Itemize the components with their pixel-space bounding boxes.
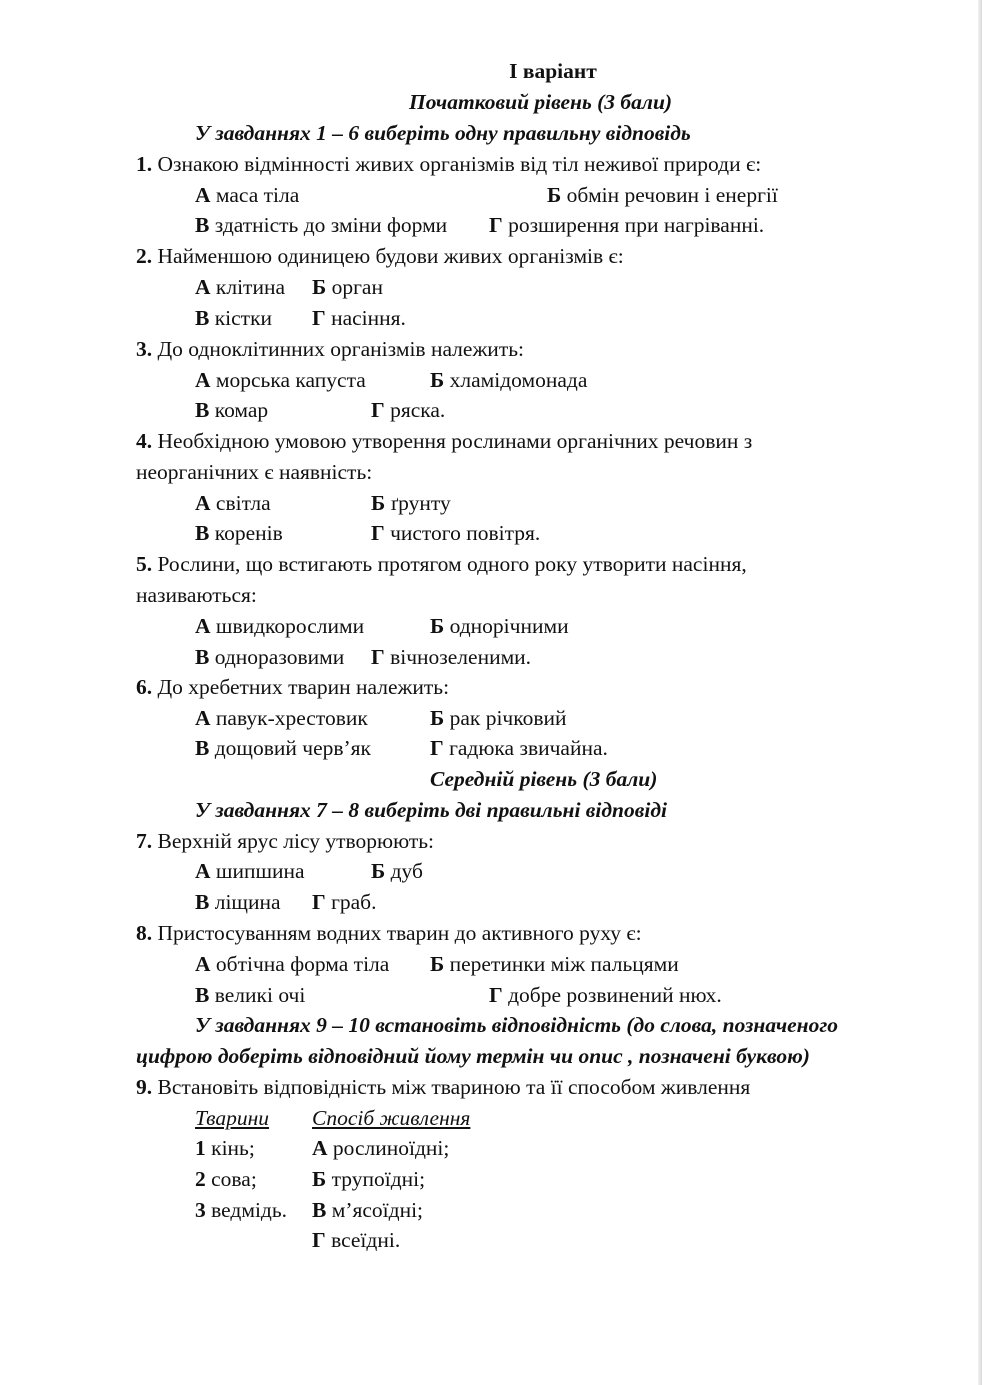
- q1-option-b: Б обмін речовин і енергії: [547, 183, 778, 207]
- q7-option-d: Г граб.: [312, 890, 377, 914]
- q8-option-d: Г добре розвинений нюх.: [489, 983, 722, 1007]
- q3-option-d: Г ряска.: [371, 398, 446, 422]
- question-8: 8. Пристосуванням водних тварин до активного руху є:: [136, 921, 642, 945]
- q8-option-a: А обтічна форма тіла: [195, 952, 390, 976]
- q8-option-b: Б перетинки між пальцями: [430, 952, 679, 976]
- q1-option-c: В здатність до зміни форми: [195, 213, 448, 237]
- instruction-1-6: У завданнях 1 – 6 виберіть одну правильну відповідь: [195, 121, 691, 145]
- q9-animal-3: 3 ведмідь.: [195, 1198, 288, 1222]
- q9-option-b: Б трупоїдні;: [312, 1167, 426, 1191]
- q4-option-a: А світла: [195, 491, 271, 515]
- instruction-9-10: У завданнях 9 – 10 встановіть відповідність (до слова, позначеного: [195, 1013, 839, 1037]
- q6-option-b: Б рак річковий: [430, 706, 567, 730]
- question-1: 1. Ознакою відмінності живих організмів від тіл неживої природи є:: [136, 152, 762, 176]
- q7-option-a: А шипшина: [195, 859, 305, 883]
- q1-option-a: А маса тіла: [195, 183, 300, 207]
- question-4-continued: неорганічних є наявність:: [136, 460, 373, 484]
- q5-option-d: Г вічнозеленими.: [371, 645, 532, 669]
- q6-option-a: А павук-хрестовик: [195, 706, 368, 730]
- question-5-continued: називаються:: [136, 583, 257, 607]
- q9-option-a: А рослиноїдні;: [312, 1136, 450, 1160]
- question-3: 3. До одноклітинних організмів належить:: [136, 337, 524, 361]
- q4-option-c: В коренів: [195, 521, 283, 545]
- q4-option-d: Г чистого повітря.: [371, 521, 541, 545]
- q7-option-c: В ліщина: [195, 890, 281, 914]
- question-7: 7. Верхній ярус лісу утворюють:: [136, 829, 435, 853]
- question-5: 5. Рослини, що встигають протягом одного року утворити насіння,: [136, 552, 747, 576]
- q1-option-d: Г розширення при нагріванні.: [489, 213, 765, 237]
- q5-option-c: В одноразовими: [195, 645, 345, 669]
- q8-option-c: В великі очі: [195, 983, 306, 1007]
- q9-animal-2: 2 сова;: [195, 1167, 257, 1191]
- question-6: 6. До хребетних тварин належить:: [136, 675, 450, 699]
- q6-option-c: В дощовий черв’як: [195, 736, 372, 760]
- q9-animal-1: 1 кінь;: [195, 1136, 255, 1160]
- question-4: 4. Необхідною умовою утворення рослинами органічних речовин з: [136, 429, 753, 453]
- q9-option-c: В м’ясоїдні;: [312, 1198, 424, 1222]
- q7-option-b: Б дуб: [371, 859, 423, 883]
- instruction-7-8: У завданнях 7 – 8 виберіть дві правильні відповіді: [195, 798, 667, 822]
- q9-column-animals: Тварини: [195, 1106, 270, 1130]
- q3-option-b: Б хламідомонада: [430, 368, 588, 392]
- level-heading-initial: Початковий рівень (3 бали): [409, 90, 673, 114]
- q4-option-b: Б ґрунту: [371, 491, 451, 515]
- q2-option-a: А клітина: [195, 275, 286, 299]
- page-edge-shadow: [978, 0, 982, 1385]
- q2-option-d: Г насіння.: [312, 306, 406, 330]
- q3-option-a: А морська капуста: [195, 368, 366, 392]
- q2-option-b: Б орган: [312, 275, 383, 299]
- q3-option-c: В комар: [195, 398, 269, 422]
- instruction-9-10-continued: цифрою доберіть відповідний йому термін чи опис , позначені буквою): [136, 1044, 810, 1068]
- variant-title: І варіант: [509, 59, 597, 83]
- q9-option-d: Г всеїдні.: [312, 1228, 401, 1252]
- q5-option-a: А швидкорослими: [195, 614, 365, 638]
- q2-option-c: В кістки: [195, 306, 273, 330]
- question-9: 9. Встановіть відповідність між твариною та її способом живлення: [136, 1075, 751, 1099]
- q9-column-feeding: Спосіб живлення: [312, 1106, 471, 1130]
- level-heading-middle: Середній рівень (3 бали): [430, 767, 658, 791]
- q6-option-d: Г гадюка звичайна.: [430, 736, 608, 760]
- q5-option-b: Б однорічними: [430, 614, 569, 638]
- question-2: 2. Найменшою одиницею будови живих організмів є:: [136, 244, 624, 268]
